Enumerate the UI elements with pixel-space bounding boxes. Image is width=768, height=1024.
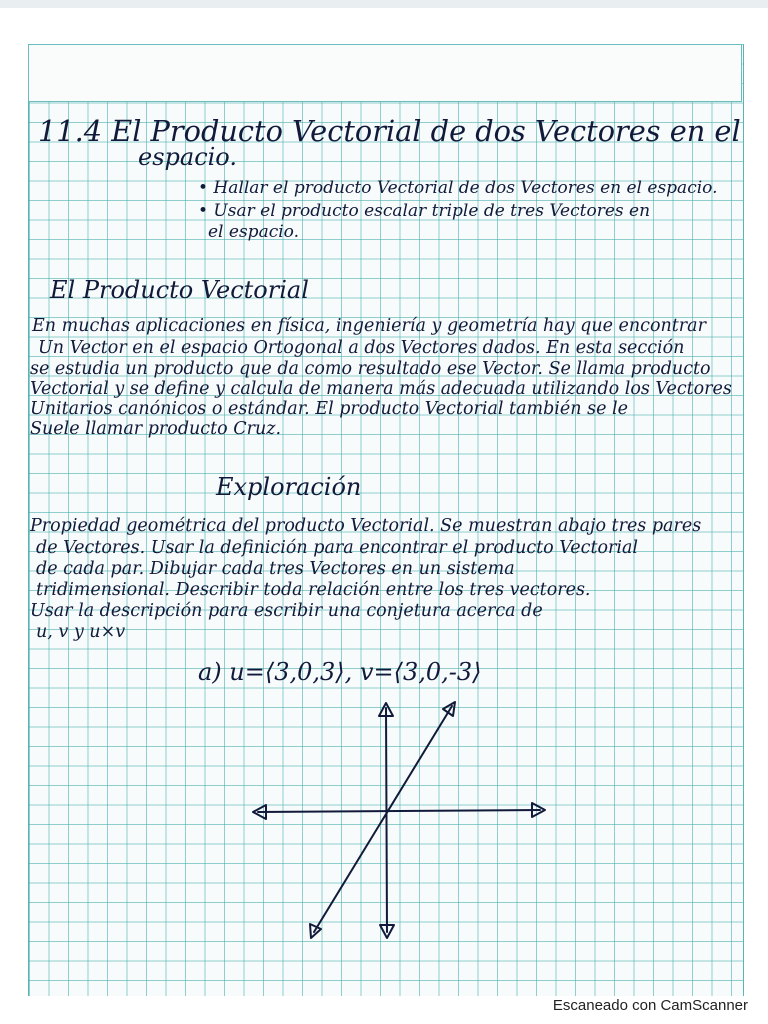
exploration-line-4: tridimensional. Describir toda relación entre los tres vectores. — [36, 580, 591, 600]
intro-line-3: se estudia un producto que da como resultado ese Vector. Se llama producto — [30, 359, 711, 379]
objective-2: • Usar el producto escalar triple de tres Vectores en — [198, 201, 651, 221]
intro-line-1: En muchas aplicaciones en física, ingeniería y geometría hay que encontrar — [32, 316, 706, 336]
y-axis-line — [258, 810, 540, 812]
camscanner-watermark: Escaneado con CamScanner — [552, 997, 748, 1014]
exploration-line-1: Propiedad geométrica del producto Vectorial. Se muestran abajo tres pares — [30, 516, 702, 536]
intro-line-2: Un Vector en el espacio Ortogonal a dos Vectores dados. En esta sección — [38, 338, 685, 358]
exploration-line-2: de Vectores. Usar la definición para encontrar el producto Vectorial — [36, 538, 639, 558]
objective-1: • Hallar el producto Vectorial de dos Vectores en el espacio. — [198, 178, 718, 198]
subsection-heading: El Producto Vectorial — [50, 276, 309, 304]
z-axis-line — [386, 708, 387, 932]
intro-line-6: Suele llamar producto Cruz. — [30, 419, 282, 439]
exploration-line-5: Usar la descripción para escribir una conjetura acerca de — [30, 601, 543, 621]
section-title-continued: espacio. — [138, 143, 237, 171]
x-axis-line — [314, 706, 452, 932]
objective-2-continued: el espacio. — [208, 222, 300, 242]
item-a: a) u=⟨3,0,3⟩, v=⟨3,0,-3⟩ — [198, 658, 482, 686]
exploration-line-6: u, v y u×v — [36, 622, 126, 642]
section-title: 11.4 El Producto Vectorial de dos Vectores en el — [38, 114, 741, 148]
exploration-line-3: de cada par. Dibujar cada tres Vectores en un sistema — [36, 559, 515, 579]
exploration-heading: Exploración — [216, 473, 362, 501]
intro-line-4: Vectorial y se define y calcula de manera más adecuada utilizando los Vectores — [30, 379, 732, 399]
intro-line-5: Unitarios canónicos o estándar. El producto Vectorial también se le — [30, 399, 628, 419]
